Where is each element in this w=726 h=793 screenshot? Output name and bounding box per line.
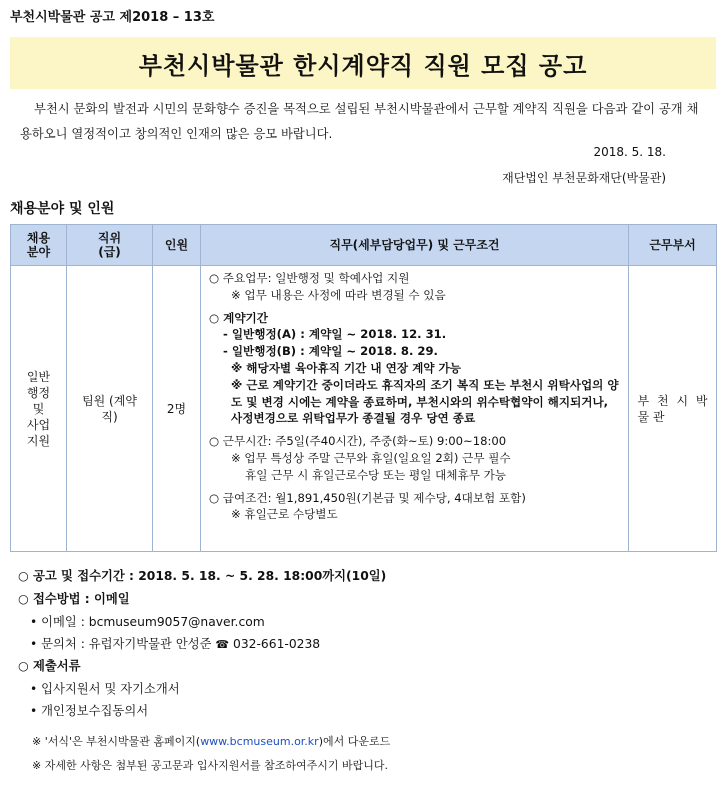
- header-field: 채용 분야: [11, 225, 67, 266]
- duty-hours: ○ 근무시간: 주5일(주40시간), 주중(화~토) 9:00~18:00: [209, 434, 507, 449]
- form-download-note: ※ '서식'은 부천시박물관 홈페이지(www.bcmuseum.or.kr)에서 다운로드: [32, 735, 391, 748]
- documents-head: ○ 제출서류: [18, 659, 81, 673]
- contact-phone: 032-661-0238: [233, 637, 321, 651]
- duty-contract-a: - 일반행정(A) : 계약일 ~ 2018. 12. 31.: [223, 327, 447, 342]
- duty-main-work-note: ※ 업무 내용은 사정에 따라 변경될 수 있음: [231, 287, 446, 302]
- duty-contract-b-note1: ※ 해당자별 육아휴직 기간 내 연장 계약 가능: [231, 360, 461, 375]
- intro-paragraph: 부천시 문화의 발전과 시민의 문화향수 증진을 목적으로 설립된 부천시박물관에서 근무할 계약직 직원을 다음과 같이 공개 채용하오니 열정적이고 창의적인 인재의 많은 응모 바랍니다.: [20, 102, 699, 141]
- title-banner: [10, 37, 716, 89]
- organization-name: 재단법인 부천문화재단(박물관): [502, 171, 666, 185]
- application-method: ○ 접수방법 : 이메일: [18, 592, 130, 606]
- document-item: • 개인정보수집동의서: [30, 704, 149, 718]
- table-row: [11, 266, 717, 552]
- header-grade: 직위 (급): [67, 225, 153, 266]
- header-dept: 근무부서: [629, 225, 717, 266]
- header-duties: 직무(세부담당업무) 및 근무조건: [201, 225, 629, 266]
- duty-contract-head: ○ 계약기간: [209, 310, 268, 325]
- notice-number: 부천시박물관 공고 제2018 – 13호: [10, 10, 215, 25]
- cell-dept: 부 천 시 박 물 관: [629, 266, 717, 552]
- duty-contract-b-note2: ※ 근로 계약기간 중이더라도 휴직자의 조기 복직 또는 부천시 위탁사업의 양도 및 변경 시에는 계약을 종료하며, 부천시와의 위수탁협약이 해지되거나, 사정변경으로 위탁업무가 종결될 경우 당연 종료: [231, 377, 619, 426]
- cell-field: 일반 행정 및 사업 지원: [11, 266, 67, 552]
- header-count: 인원: [153, 225, 201, 266]
- application-period: ○ 공고 및 접수기간 : 2018. 5. 18. ~ 5. 28. 18:00까지(10일): [18, 569, 387, 583]
- email-line: • 이메일 : bcmuseum9057@naver.com: [30, 615, 265, 629]
- reference-note: ※ 자세한 사항은 첨부된 공고문과 입사지원서를 참조하여주시기 바랍니다.: [32, 759, 388, 772]
- duty-contract-b: - 일반행정(B) : 계약일 ~ 2018. 8. 29.: [223, 344, 438, 359]
- application-info: [18, 565, 708, 778]
- duty-hours-note1: ※ 업무 특성상 주말 근무와 휴일(일요일 2회) 근무 필수: [231, 450, 511, 465]
- duty-salary: ○ 급여조건: 월1,891,450원(기본급 및 제수당, 4대보험 포함): [209, 490, 526, 505]
- cell-duties: [201, 266, 629, 552]
- homepage-link[interactable]: www.bcmuseum.or.kr: [200, 735, 319, 748]
- duty-hours-note2: 휴일 근무 시 휴일근로수당 또는 평일 대체휴무 가능: [245, 467, 506, 482]
- contact-label: • 문의처 : 유럽자기박물관 안성준: [30, 637, 212, 651]
- cell-grade: 팀원 (계약직): [67, 266, 153, 552]
- phone-icon: ☎: [215, 638, 230, 651]
- duty-main-work: ○ 주요업무: 일반행정 및 학예사업 지원: [209, 271, 410, 285]
- contact-line: [18, 633, 708, 655]
- notice-date: 2018. 5. 18.: [593, 145, 666, 159]
- page-title: 부천시박물관 한시계약직 직원 모집 공고: [138, 51, 588, 80]
- cell-count: 2명: [153, 266, 201, 552]
- document-item: • 입사지원서 및 자기소개서: [30, 682, 180, 696]
- duty-salary-note: ※ 휴일근로 수당별도: [231, 507, 338, 522]
- section-title: 채용분야 및 인원: [10, 201, 115, 217]
- recruitment-table: [10, 224, 717, 552]
- table-header-row: [11, 225, 717, 266]
